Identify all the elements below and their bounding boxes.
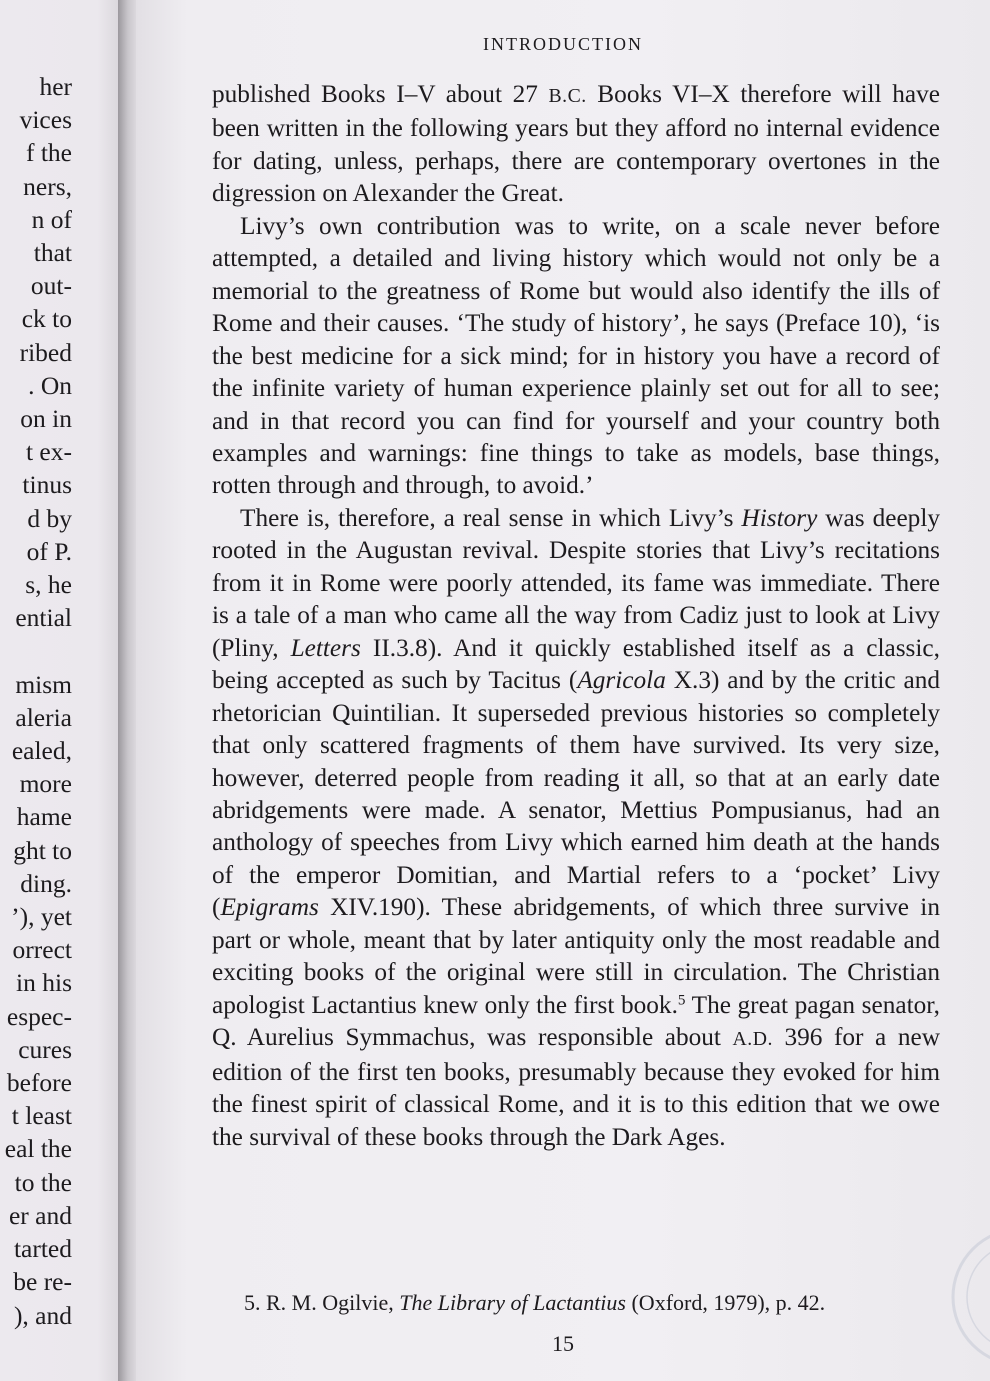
- facing-page-line: f the: [25, 138, 72, 168]
- facing-page-line: t least: [11, 1101, 72, 1131]
- facing-page-line: to the: [14, 1167, 72, 1197]
- facing-page-line: vices: [19, 105, 72, 135]
- facing-page-line: her: [39, 72, 72, 101]
- footnote-ref[interactable]: 5: [677, 991, 686, 1009]
- facing-page-line: ding.: [20, 868, 72, 898]
- facing-page-line: mism: [15, 669, 72, 699]
- facing-page-line: ealed,: [11, 736, 72, 766]
- small-caps-era: B.C.: [548, 85, 587, 107]
- italic-title: The Library of Lactantius: [399, 1290, 626, 1315]
- italic-title: Agricola: [577, 666, 666, 695]
- facing-page-text: [0, 70, 72, 1332]
- facing-page-line: s, he: [25, 570, 72, 600]
- italic-title: Epigrams: [220, 893, 319, 922]
- facing-page-line: er and: [8, 1200, 72, 1230]
- text-run: 396 for a new edition of the first ten books, presumably because they evoked for him the finest spirit of classical Rome, and it is to this edition that we owe the survival of these books through the Dark Ages.: [212, 1023, 940, 1151]
- facing-page-line: be re-: [13, 1267, 72, 1297]
- italic-title: Letters: [290, 633, 361, 662]
- facing-page-line: d by: [27, 503, 72, 533]
- book-page: [136, 0, 990, 1381]
- facing-page-line: n of: [31, 204, 72, 234]
- facing-page-line: t ex-: [25, 437, 72, 467]
- facing-page-line: eal the: [4, 1134, 72, 1164]
- facing-page-left: [0, 0, 122, 1381]
- facing-page-line: aleria: [15, 702, 72, 732]
- footnote-number: 5.: [244, 1290, 261, 1315]
- text-run: Books VI–X therefore will have been written in the following years but they afford no internal evidence for dating, unless, perhaps, there are contemporary overtones in the digression on Alexander the Great.: [212, 80, 940, 208]
- page-number: 15: [552, 1331, 574, 1356]
- facing-page-line: ential: [15, 603, 72, 633]
- facing-page-line: ribed: [19, 337, 72, 367]
- footnote: [244, 1289, 944, 1317]
- running-head: INTRODUCTION: [483, 34, 643, 54]
- facing-page-line: ’), yet: [11, 902, 72, 932]
- paragraph-1: [212, 78, 940, 210]
- facing-page-line: on in: [20, 404, 72, 434]
- paragraph-2: Livy’s own contribution was to write, on a scale never before attempted, a detailed and living history which would not only be a memorial to the greatness of Rome but would also identify the ills of Rome and their causes. ‘The study of history’, he says (Preface 10), ‘is the best medicine for a sick mind; for in history you have a record of the infinite variety of human experience plainly set out for all to see; and in that record you can find for yourself and your country both examples and warnings: fine things to take as models, base things, rotten through and through, to avoid.’: [212, 211, 940, 500]
- text-run: II.3.8). And it quickly established itself as a classic, being accepted as such by Tacitus (: [212, 633, 940, 695]
- facing-page-line: more: [19, 769, 72, 799]
- facing-page-line: before: [6, 1068, 72, 1098]
- text-run: was deeply rooted in the Augustan revival. Despite stories that Livy’s recitations from it in Rome were poorly attended, its fame was immediate. There is a tale of a man who came all the way from Cadiz just to look at Livy (Pliny,: [212, 503, 941, 662]
- facing-page-line: tarted: [13, 1234, 72, 1264]
- text-run: There is, therefore, a real sense in which Livy’s: [240, 503, 742, 532]
- facing-page-line: espec-: [6, 1001, 72, 1031]
- watermark-stamp-icon: [946, 1222, 990, 1372]
- text-run: R. M. Ogilvie,: [260, 1290, 400, 1315]
- facing-page-line: of P.: [26, 536, 72, 566]
- text-run: X.3) and by the critic and rhetorician Quintilian. It superseded previous histories so completely that only scattered fragments of them have survived. Its very size, however, deterred people from reading it all, so that at an early date abridgements were made. A senator, Mettius Pompusianus, had an anthology of speeches from Livy which earned him death at the hands of the emperor Domitian, and Martial refers to a ‘pocket’ Livy (: [212, 666, 940, 922]
- facing-page-line: hame: [16, 802, 72, 832]
- facing-page-line: that: [33, 238, 72, 268]
- text-run: The great pagan senator, Q. Aurelius Symmachus, was responsible about: [212, 990, 940, 1052]
- text-run: XIV.190). These abridgements, of which three survive in part or whole, meant that by later antiquity only the most readable and exciting books of the original were still in circulation. The Christian apologist Lactantius knew only the first book.: [212, 893, 940, 1019]
- facing-page-line: ght to: [13, 835, 72, 865]
- facing-page-line: orrect: [12, 935, 72, 965]
- facing-page-line: out-: [30, 271, 72, 301]
- small-caps-era: A.D.: [732, 1028, 773, 1051]
- facing-page-line: ), and: [13, 1300, 72, 1330]
- body-text: [212, 78, 940, 1153]
- facing-page-line: cures: [18, 1034, 72, 1064]
- text-run: published Books I–V about 27: [212, 80, 549, 108]
- facing-page-line: tinus: [22, 470, 72, 500]
- facing-page-line: in his: [16, 968, 72, 998]
- facing-page-line: [0, 634, 72, 667]
- italic-title: History: [741, 503, 818, 532]
- facing-page-line: . On: [28, 370, 72, 400]
- text-run: (Oxford, 1979), p. 42.: [625, 1290, 826, 1315]
- facing-page-line: ck to: [21, 304, 72, 334]
- paragraph-3: [212, 502, 940, 1153]
- facing-page-line: ners,: [23, 171, 72, 201]
